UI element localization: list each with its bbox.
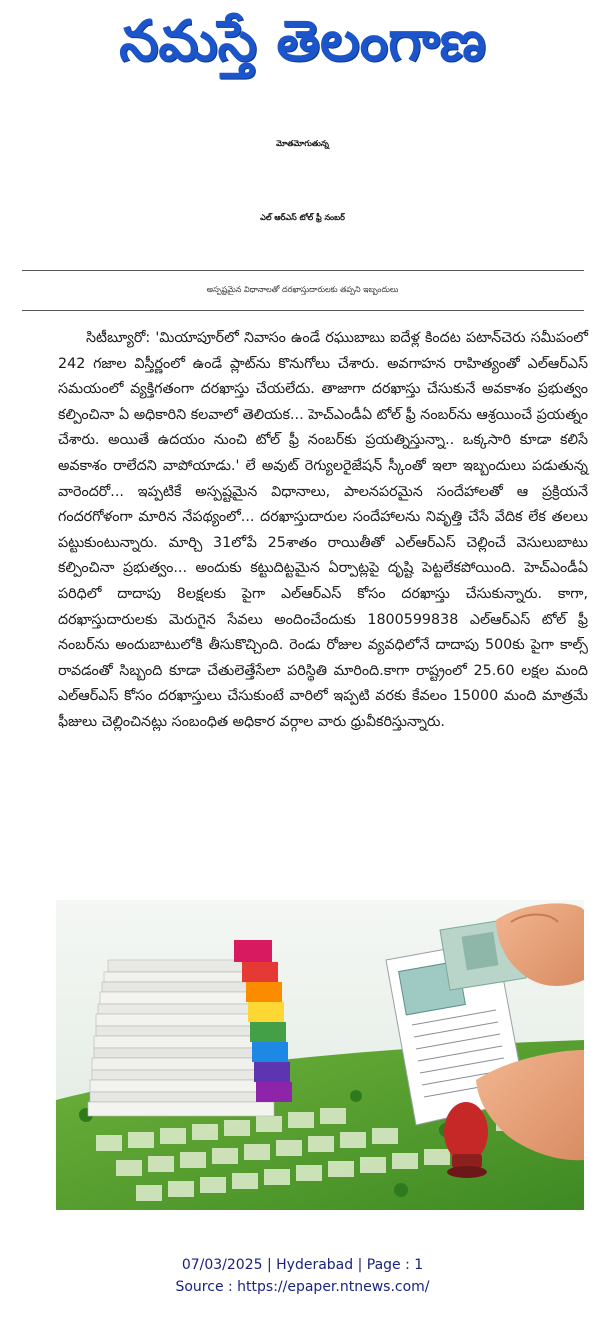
headline-line-1: మోతమోగుతున్న — [276, 139, 329, 148]
subheadline-top-rule — [22, 270, 584, 271]
article-photo — [56, 900, 584, 1210]
footer-date-line: 07/03/2025 | Hyderabad | Page : 1 — [181, 1257, 424, 1273]
subheadline: అస్పష్టమైన విధానాలతో దరఖాస్తుదారులకు తప్పని ఇబ్బందులు — [206, 285, 399, 294]
article-body: సిటీబ్యూరో: 'మియాపూర్‌లో నివాసం ఉండే రఘుబాబు ఐదేళ్ల కిందట పటాన్‌చెరు సమీపంలో 242 గజాల విస్తీర్ణంలో ఉండే ప్లాట్‌ను కొనుగోలు చేశారు. అవగాహన రాహిత్యంతో ఎల్‌ఆర్‌ఎస్ సమయంలో వ్యక్తిగతంగా దరఖాస్తు చేయలేదు. తాజాగా దరఖాస్తు చేసుకునే అవకాశం ప్రభుత్వం కల్పించినా ఏ అధికారిని కలవాలో తెలియక... హెచ్‌ఎండీఏ టోల్ ఫ్రీ నంబర్‌ను ఆశ్రయించే ప్రయత్నం చేశారు. అయితే ఉదయం నుంచి టోల్ ఫ్రీ నంబర్‌కు ప్రయత్నిస్తున్నా.. ఒక్కసారి కూడా కలిసే అవకాశం రాలేదని వాపోయాడు.' లే అవుట్ రెగ్యులరైజేషన్ స్కీంతో ఇలా ఇబ్బందులు పడుతున్న వారెందరో... ఇప్పటికే అస్పష్టమైన విధానాలు, పాలనపరమైన సందేహాలతో ఆ ప్రక్రియనే గందరగోళంగా మారిన నేపథ్యంలో... దరఖాస్తుదారుల సందేహాలను నివృత్తి చేసే వేదిక లేక తలలు పట్టుకుంటున్నారు. మార్చి 31లోపే 25శాతం రాయితీతో ఎల్‌ఆర్‌ఎస్ చెల్లించే వెసులుబాటు కల్పించినా ప్రభుత్వం... అందుకు కట్టుదిట్టమైన ఏర్పాట్లపై దృష్టి పెట్టలేకపోయింది. హెచ్‌ఎండీఏ పరిధిలో దాదాపు 8లక్షలకు పైగా ఎల్‌ఆర్‌ఎస్ కోసం దరఖాస్తు చేసుకున్నారు. కాగా, దరఖాస్తుదారులకు మెరుగైన సేవలు అందించేందుకు 1800599838 ఎల్‌ఆర్‌ఎస్ టోల్ ఫ్రీ నంబర్‌ను అందుబాటులోకి తీసుకొచ్చింది. రెండు రోజుల వ్యవధిలోనే దాదాపు 500కు పైగా కాల్స్ రావడంతో సిబ్బంది కూడా చేతులెత్తేసేలా పరిస్థితి మారింది.కాగా రాష్ట్రంలో 25.60 లక్షల మంది ఎల్‌ఆర్‌ఎస్ కోసం దరఖాస్తులు చేసుకుంటే వారిలో ఇప్పటి వరకు కేవలం 15000 మంది మాత్రమే ఫీజులు చెల్లించినట్లు సంబంధిత అధికార వర్గాల వారు ధ్రువీకరిస్తున్నారు. — [58, 330, 588, 730]
newspaper-logo: నమస్తే తెలంగాణ — [119, 9, 486, 74]
headline-line-2: ఎల్ ఆర్ఎస్ టోల్ ఫ్రీ నంబర్ — [260, 213, 345, 222]
subheadline-bottom-rule — [22, 310, 584, 311]
footer-source-line: Source : https://epaper.ntnews.com/ — [175, 1279, 430, 1295]
masthead — [0, 0, 605, 86]
